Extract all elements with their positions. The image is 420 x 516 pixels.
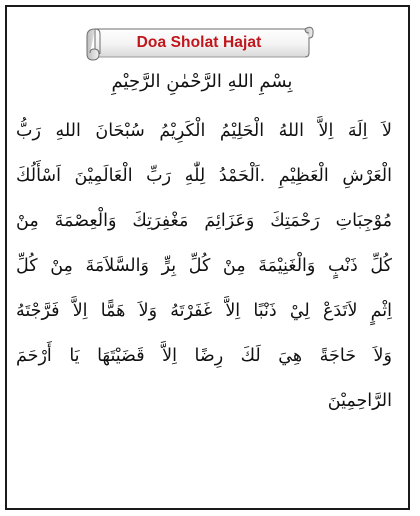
prayer-line: مُوْجِبَاتِ رَحْمَتِكَ وَعَزَائِمَ مَغْفِرَتِكَ وَالْعِصْمَةَ مِنْ bbox=[16, 211, 392, 231]
prayer-text bbox=[16, 109, 392, 424]
prayer-line: الرَّاحِمِيْنَ bbox=[327, 391, 392, 411]
prayer-line: كُلِّ ذَنْبٍ وَالْغَنِيْمَةَ مِنْ كُلِّ بِرٍّ وَالسَّلاَمَةَ مِنْ كُلِّ bbox=[16, 256, 392, 276]
prayer-line: اِثْمٍ لاَتَدَعْ لِيْ ذَنْبًا اِلاَّ غَفَرْتَهُ وَلاَ هَمًّا اِلاَّ فَرَّجْتَهُ bbox=[16, 301, 392, 321]
page-title: Doa Sholat Hajat bbox=[136, 34, 262, 51]
title-scroll-banner bbox=[83, 24, 315, 62]
prayer-line: وَلاَ حَاجَةً هِيَ لَكَ رِضًا اِلاَّ قَضَيْتَهَا يَا أَرْحَمَ bbox=[16, 346, 392, 366]
basmala-heading: بِسْمِ اللهِ الرَّحْمٰنِ الرَّحِيْمِ bbox=[111, 71, 293, 92]
prayer-line: لاَ اِلَهَ اِلاَّ اللهُ الْحَلِيْمُ الْكَرِيْمُ سُبْحَانَ اللهِ رَبُّ bbox=[16, 121, 392, 141]
prayer-line: الْعَرْشِ الْعَظِيْمِ .اَلْحَمْدُ لِلّٰهِ رَبِّ الْعَالَمِيْنَ اَسْأَلُكَ bbox=[16, 166, 392, 186]
